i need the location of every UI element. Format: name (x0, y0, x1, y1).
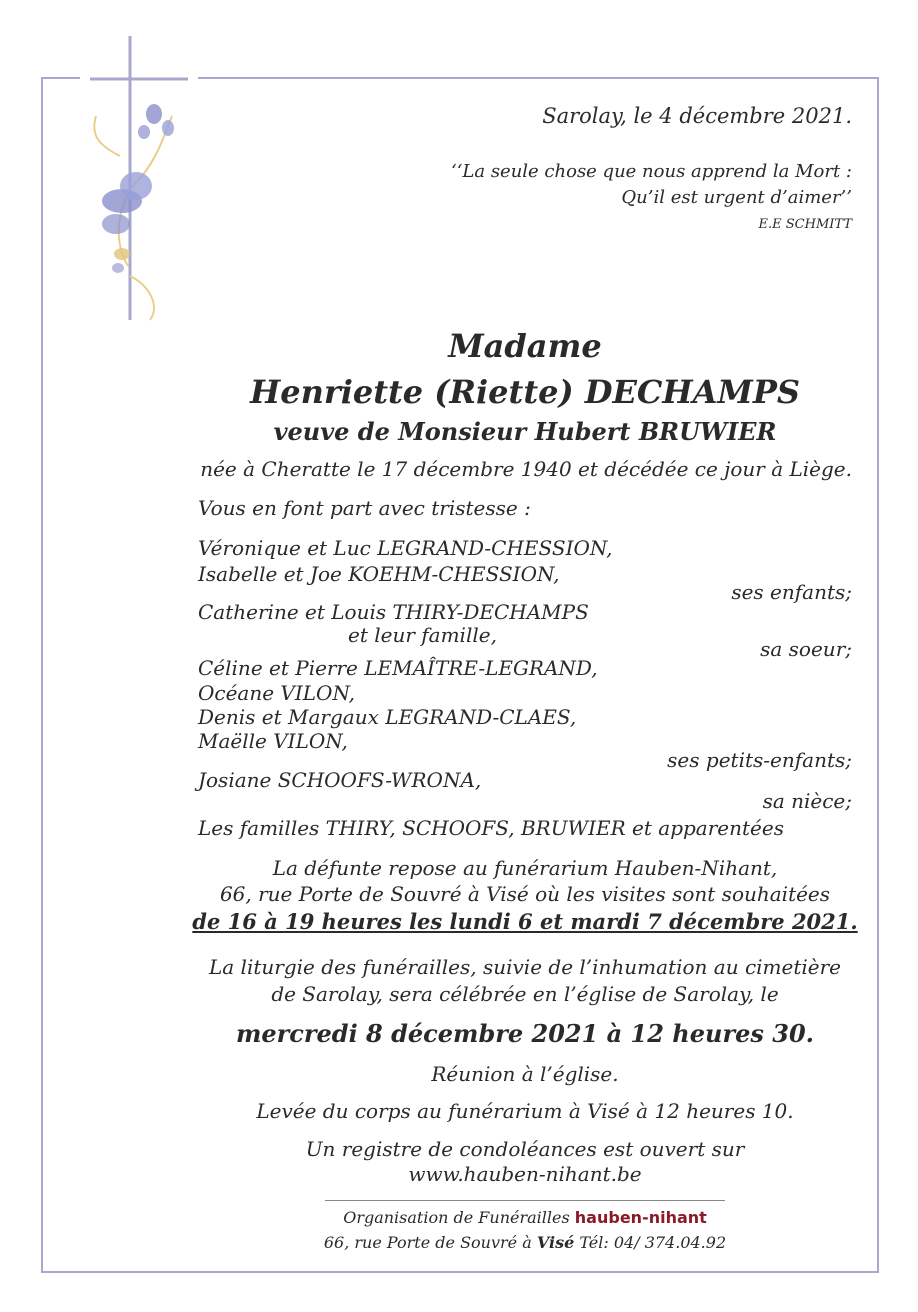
footer-org (90, 1209, 918, 1227)
cross-flower-emblem (80, 36, 198, 332)
birth-death: née à Cheratte le 17 décembre 1940 et décédée ce jour à Liège. (200, 457, 852, 481)
children-label: ses enfants; (731, 580, 852, 604)
place-date: Sarolay, le 4 décembre 2021. (542, 104, 852, 128)
sister-label: sa soeur; (760, 637, 852, 661)
visits-line-1: La défunte repose au funérarium Hauben-Nihant, (272, 856, 778, 880)
ceremony-line-1: La liturgie des funérailles, suivie de l’inhumation au cimetière (208, 955, 842, 979)
visits-hours: de 16 à 19 heures les lundi 6 et mardi 7 décembre 2021. (192, 909, 858, 934)
ceremony-departure: Levée du corps au funérarium à Visé à 12 heures 10. (256, 1099, 794, 1123)
brand-logo: hauben-nihant (574, 1208, 707, 1227)
family-grandchild-1: Céline et Pierre LEMAÎTRE-LEGRAND, (198, 656, 598, 680)
footer-divider (325, 1200, 725, 1201)
quote-line-2: Qu’il est urgent d’aimer’’ (621, 187, 852, 208)
footer-phone: Tél: 04/ 374.04.92 (579, 1233, 727, 1252)
ceremony-line-2: de Sarolay, sera célébrée en l’église de Sarolay, le (271, 982, 779, 1006)
family-grandchild-4: Maëlle VILON, (198, 729, 348, 753)
families-line: Les familles THIRY, SCHOOFS, BRUWIER et apparentées (198, 816, 784, 840)
family-child-1: Véronique et Luc LEGRAND-CHESSION, (198, 536, 613, 560)
grandchildren-label: ses petits-enfants; (667, 748, 852, 772)
family-sister-1: Catherine et Louis THIRY-DECHAMPS (198, 600, 589, 624)
cross-icon (80, 36, 198, 332)
widow-of: veuve de Monsieur Hubert BRUWIER (273, 417, 777, 446)
ceremony-meeting: Réunion à l’église. (431, 1062, 619, 1086)
family-sister-2: et leur famille, (348, 623, 497, 647)
family-grandchild-2: Océane VILON, (198, 681, 356, 705)
footer-address-prefix: 66, rue Porte de Souvré à (323, 1233, 532, 1252)
footer-org-prefix: Organisation de Funérailles (343, 1208, 570, 1227)
visits-line-2: 66, rue Porte de Souvré à Visé où les visites sont souhaitées (219, 882, 831, 906)
register-line: Un registre de condoléances est ouvert sur (305, 1137, 745, 1161)
family-child-2: Isabelle et Joe KOEHM-CHESSION, (198, 562, 560, 586)
footer-address (90, 1234, 918, 1252)
quote-author: E.E SCHMITT (758, 217, 852, 232)
website-link[interactable]: www.hauben-nihant.be (408, 1162, 642, 1186)
deceased-title: Madame (448, 327, 602, 365)
deceased-name: Henriette (Riette) DECHAMPS (249, 373, 800, 411)
footer-city: Visé (536, 1233, 575, 1252)
quote-line-1: ‘‘La seule chose que nous apprend la Mort : (450, 161, 852, 182)
announcement-intro: Vous en font part avec tristesse : (198, 496, 531, 520)
family-niece: Josiane SCHOOFS-WRONA, (198, 768, 482, 792)
ceremony-datetime: mercredi 8 décembre 2021 à 12 heures 30. (235, 1019, 815, 1048)
niece-label: sa nièce; (762, 789, 852, 813)
family-grandchild-3: Denis et Margaux LEGRAND-CLAES, (198, 705, 577, 729)
